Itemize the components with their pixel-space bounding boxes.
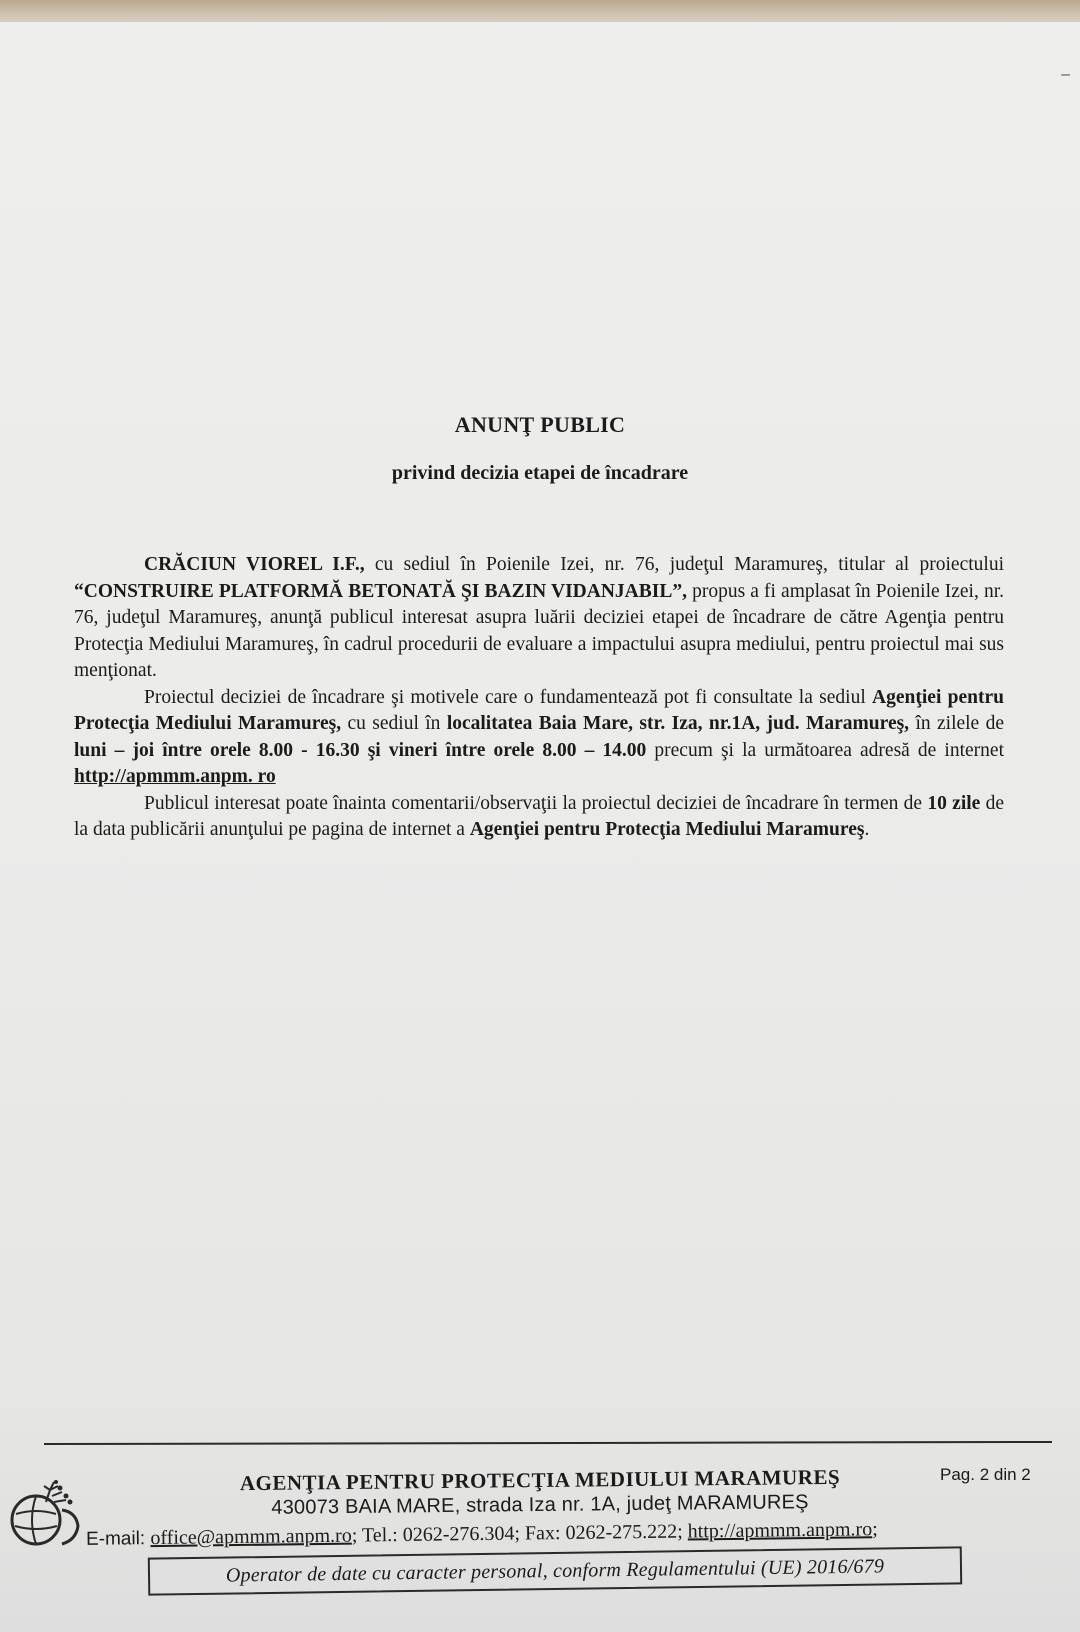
company-name: CRĂCIUN VIOREL I.F., (144, 554, 365, 575)
document-page (0, 22, 1080, 1632)
footer-website-link[interactable]: http://apmmm.anpm.ro (687, 1518, 873, 1543)
agency-name-2: Agenţiei pentru Protecţia Mediului Maramureş (469, 819, 865, 840)
office-schedule: luni – joi între orele 8.00 - 16.30 şi vineri între orele 8.00 – 14.00 (74, 739, 647, 761)
agency-logo-icon (6, 1480, 90, 1552)
page-number: Pag. 2 din 2 (940, 1465, 1031, 1484)
paragraph-3: Publicul interesat poate înainta comentarii/observaţii la proiectul deciziei de încadrare în termen de 10 zile de la data publicării anunţului pe pagina de internet a Agenţiei pentru Protecţia Mediului Maramureş. (74, 792, 1005, 840)
footer-divider (44, 1441, 1052, 1445)
gdpr-notice-box (148, 1546, 962, 1595)
deadline-days: 10 zile (927, 792, 981, 814)
email-link[interactable]: office@apmmm.anpm.ro (150, 1524, 352, 1550)
agency-name: Agenţiei pentru Protecţia Mediului Maramureş, (74, 686, 1004, 734)
paragraph-2: Proiectul deciziei de încadrare şi motivele care o fundamentează pot fi consultate la sediul Agenţiei pentru Protecţia Mediului Maramureş, cu sediul în localitatea Baia Mare, str. Iza, nr.1A, jud. Maramureş, în zilele de luni – joi între orele 8.00 - 16.30 şi vineri între orele 8.00 – 14.00 precum şi la următoarea adresă de internet http://apmmm.anpm. ro (74, 686, 1004, 787)
footer-address: 430073 BAIA MARE, strada Iza nr. 1A, judeţ MARAMUREŞ (271, 1491, 809, 1519)
project-name: “CONSTRUIRE PLATFORMĂ BETONATĂ ŞI BAZIN VIDANJABIL”, (74, 580, 687, 602)
gdpr-notice: Operator de date cu caracter personal, conform Regulamentului (UE) 2016/679 (225, 1554, 885, 1587)
document-title: ANUNŢ PUBLIC (454, 412, 626, 437)
document-subtitle: privind decizia etapei de încadrare (391, 462, 689, 484)
footer-agency-name: AGENŢIA PENTRU PROTECŢIA MEDIULUI MARAMUREŞ (239, 1464, 841, 1496)
announcement-body (74, 552, 1004, 844)
website-link[interactable]: http://apmmm.anpm. ro (74, 766, 276, 787)
paragraph-1: CRĂCIUN VIOREL I.F., cu sediul în Poienile Izei, nr. 76, judeţul Maramureş, titular al proiectului “CONSTRUIRE PLATFORMĂ BETONATĂ ŞI BAZIN VIDANJABIL”, propus a fi amplasat în Poienile Izei, nr. 76, judeţul Maramureş, anunţă publicul interesat asupra luării deciziei etapei de încadrare de către Agenţia pentru Protecţia Mediului Maramureş, în cadrul procedurii de evaluare a impactului asupra mediului, pentru proiectul mai sus menţionat. (74, 554, 1005, 681)
footer-contact-line: E-mail: office@apmmm.anpm.ro; Tel.: 0262-276.304; Fax: 0262-275.222; http://apmmm.anpm.ro; (85, 1518, 878, 1550)
page-corner-mark: – (1061, 66, 1070, 83)
agency-location: localitatea Baia Mare, str. Iza, nr.1A, jud. Maramureş, (446, 713, 910, 734)
